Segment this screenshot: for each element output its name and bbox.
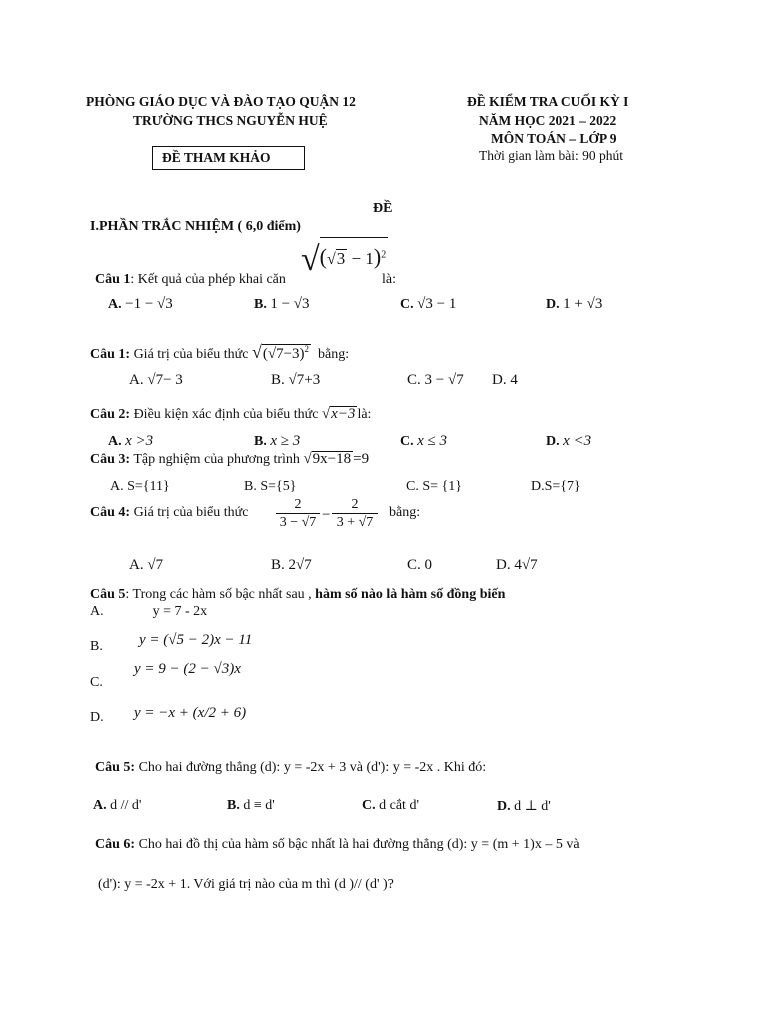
- question-text: Tập nghiệm của phương trình: [133, 452, 300, 467]
- question-label: Câu 1: [95, 272, 131, 287]
- q4-answer-c[interactable]: C. 0: [407, 557, 433, 573]
- answer-letter: D.: [546, 297, 560, 312]
- answer-text: 1 + √3: [563, 296, 603, 312]
- q5a-option-d-formula: y = −x + (x/2 + 6): [134, 705, 247, 721]
- fraction-numerator: 2: [332, 497, 378, 514]
- option-letter: D.: [90, 710, 104, 725]
- q2-answer-d[interactable]: [546, 433, 591, 450]
- question-4-after: bằng:: [389, 505, 421, 520]
- q2-answer-b[interactable]: [254, 433, 300, 450]
- q4-fraction-2: [332, 497, 378, 531]
- question-after: bằng:: [318, 347, 350, 362]
- answer-letter: B.: [227, 798, 240, 813]
- answer-letter: D.: [546, 434, 560, 449]
- center-title: ĐỀ: [373, 201, 393, 216]
- question-1a-after: là:: [382, 272, 396, 287]
- answer-text: d ⊥ d': [514, 799, 551, 814]
- school-year: NĂM HỌC 2021 – 2022: [479, 113, 617, 128]
- question-1b: Câu 1: Giá trị của biểu thức $√(√7-3)^2$ bằng:: [90, 342, 350, 362]
- answer-text: x ≥ 3: [270, 433, 301, 449]
- reference-exam-label: ĐỀ THAM KHẢO: [162, 150, 271, 165]
- q3-rhs: =9: [353, 451, 370, 467]
- q2-answer-c[interactable]: [400, 433, 447, 450]
- question-2: Câu 2: Điều kiện xác định của biểu thức √x−3 là:: [90, 406, 372, 422]
- option-letter: B.: [90, 639, 103, 654]
- answer-letter: C.: [362, 798, 376, 813]
- q5b-answer-d[interactable]: [497, 798, 551, 815]
- question-emphasis: hàm số nào là hàm số đồng biến: [315, 587, 506, 602]
- q2-answer-a[interactable]: [108, 433, 153, 450]
- question-text: : Trong các hàm số bậc nhất sau ,: [125, 587, 312, 602]
- answer-text: d ≡ d': [243, 798, 275, 813]
- reference-exam-box: [152, 146, 305, 170]
- school-name: TRƯỜNG THCS NGUYỄN HUỆ: [133, 113, 328, 128]
- answer-letter: D.: [497, 799, 511, 814]
- fraction-numerator: 2: [276, 497, 320, 514]
- q4-answer-b[interactable]: B. 2√7: [271, 557, 312, 573]
- q4-fraction-1: [276, 497, 320, 531]
- question-5a: [90, 587, 505, 603]
- fraction-denominator: 3 + √7: [336, 515, 374, 530]
- q2-radicand: x−3: [331, 406, 356, 422]
- subject-grade: MÔN TOÁN – LỚP 9: [491, 131, 617, 146]
- department-name: PHÒNG GIÁO DỤC VÀ ĐÀO TẠO QUẬN 12: [86, 94, 356, 109]
- answer-text: −1 − √3: [125, 296, 173, 312]
- exam-duration: Thời gian làm bài: 90 phút: [479, 148, 623, 163]
- q1a-answer-b[interactable]: [254, 296, 310, 313]
- question-label: Câu 6:: [95, 837, 136, 852]
- q1a-answer-a[interactable]: [108, 296, 173, 313]
- q5a-option-a[interactable]: [90, 604, 207, 620]
- q5a-option-b-formula: y = (√5 − 2)x − 11: [139, 632, 253, 648]
- q1a-exponent: 2: [381, 249, 387, 261]
- question-label: Câu 4:: [90, 505, 131, 520]
- question-5b: [95, 760, 486, 776]
- question-6-line2: (d'): y = -2x + 1. Với giá trị nào của m thì (d )// (d' )?: [98, 877, 394, 892]
- q3-answer-b[interactable]: B. S={5}: [244, 479, 297, 494]
- answer-text: x <3: [563, 433, 592, 449]
- question-label: Câu 5:: [95, 760, 136, 775]
- q5a-option-c-formula: y = 9 − (2 − √3)x: [134, 661, 241, 677]
- fraction-denominator: 3 − √7: [279, 515, 317, 530]
- answer-text: d // d': [110, 798, 142, 813]
- question-after: là:: [357, 407, 372, 422]
- q3-radicand: 9x−18: [312, 451, 352, 467]
- q1b-answer-b[interactable]: B. √7+3: [271, 372, 321, 388]
- q5a-option-c[interactable]: [90, 675, 103, 691]
- answer-letter: B.: [254, 434, 267, 449]
- question-label: Câu 1:: [90, 347, 131, 362]
- q1b-answer-c[interactable]: C. 3 − √7: [407, 372, 464, 388]
- question-3: Câu 3: Tập nghiệm của phương trình √9x−18 =9: [90, 451, 370, 467]
- answer-text: d cắt d': [379, 798, 419, 813]
- answer-letter: C.: [400, 297, 414, 312]
- answer-letter: B.: [254, 297, 267, 312]
- question-label: Câu 2:: [90, 407, 131, 422]
- answer-letter: A.: [108, 434, 122, 449]
- answer-letter: A.: [108, 297, 122, 312]
- answer-text: √3 − 1: [417, 296, 457, 312]
- option-text: y = 7 - 2x: [152, 604, 208, 619]
- q1a-answer-d[interactable]: [546, 296, 602, 313]
- q5b-answer-c[interactable]: [362, 798, 419, 814]
- question-text: Điều kiện xác định của biểu thức: [133, 407, 319, 422]
- q4-minus: −: [322, 507, 331, 523]
- q1a-minus-one: − 1: [351, 249, 374, 268]
- q1b-answer-d[interactable]: D. 4: [492, 372, 518, 388]
- option-letter: A.: [90, 604, 104, 619]
- exam-title: ĐỀ KIỂM TRA CUỐI KỲ I: [467, 94, 629, 109]
- q1a-radicand: 3: [336, 249, 346, 268]
- answer-text: x ≤ 3: [417, 433, 448, 449]
- q5b-answer-a[interactable]: [93, 798, 141, 814]
- q4-answer-a[interactable]: A. √7: [129, 557, 164, 573]
- section-title: I.PHẦN TRẮC NHIỆM ( 6,0 điểm): [90, 219, 301, 234]
- q4-answer-d[interactable]: D. 4√7: [496, 557, 538, 573]
- q3-answer-d[interactable]: D.S={7}: [531, 479, 581, 494]
- question-text: Giá trị của biểu thức: [133, 505, 249, 520]
- answer-text: x >3: [125, 433, 154, 449]
- answer-letter: A.: [93, 798, 107, 813]
- q5a-option-b[interactable]: [90, 639, 103, 655]
- q5a-option-d[interactable]: [90, 710, 104, 726]
- q3-answer-c[interactable]: C. S= {1}: [406, 479, 462, 494]
- question-text: Cho hai đồ thị của hàm số bậc nhất là hai đường thẳng (d): y = (m + 1)x – 5 và: [138, 837, 580, 852]
- question-text: : Kết quả của phép khai căn: [130, 272, 286, 287]
- answer-text: 1 − √3: [270, 296, 310, 312]
- option-letter: C.: [90, 675, 103, 690]
- q3-answer-a[interactable]: A. S={11}: [110, 479, 170, 494]
- question-label: Câu 5: [90, 587, 126, 602]
- question-text: Cho hai đường thẳng (d): y = -2x + 3 và (d'): y = -2x . Khi đó:: [138, 760, 487, 775]
- question-1a: [95, 272, 286, 288]
- q1a-answer-c[interactable]: [400, 296, 456, 313]
- q1b-expression: $(√7-3)^2$: [262, 344, 310, 362]
- q5b-answer-b[interactable]: [227, 798, 275, 814]
- question-text: Giá trị của biểu thức: [133, 347, 249, 362]
- q1a-expression: $√(√3 - 1)^2$: [301, 237, 388, 279]
- question-label: Câu 3:: [90, 452, 131, 467]
- question-4: [90, 505, 248, 521]
- q1b-answer-a[interactable]: A. √7− 3: [129, 372, 183, 388]
- answer-letter: C.: [400, 434, 414, 449]
- question-6: [95, 837, 580, 853]
